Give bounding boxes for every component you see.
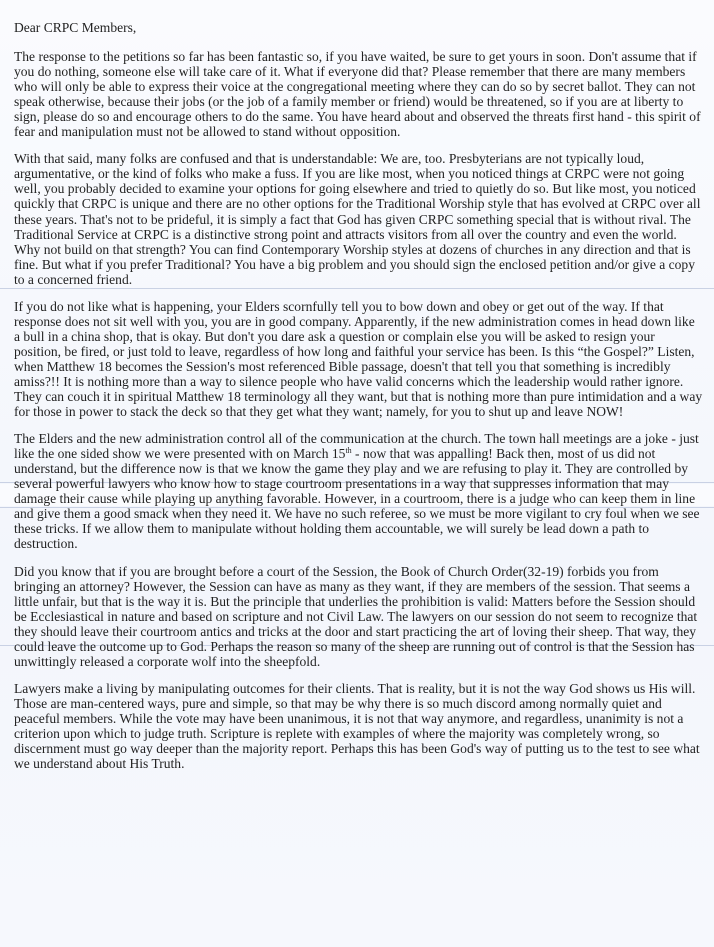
paragraph-elders-response: If you do not like what is happening, your Elders scornfully tell you to bow down and obey or get out of the way. If that response does not sit well with you, you are in good company. Apparently, if the new administration comes in head down like a bull in a china shop, that is okay. But don't you dare ask a question or complain else you will be asked to resign your position, be fired, or just told to leave, regardless of how long and faithful your service has been. Is this “the Gospel?” Listen, when Matthew 18 becomes the Session's most referenced Bible passage, doesn't that tell you that something is incredibly amiss?!! It is nothing more than a way to silence people who have valid concerns which the leadership would rather ignore. They can couch it in spiritual Matthew 18 terminology all they want, but that is nothing more than pure intimidation and a way for those in power to stack the deck so that they get what they want; namely, for you to shut up and leave NOW! [14, 298, 703, 420]
paragraph-lawyers: Lawyers make a living by manipulating outcomes for their clients. That is reality, but it is not the way God shows us His will. Those are man-centered ways, pure and simple, so that may be why there is so much discord among normally quiet and peaceful members. While the vote may have been unanimous, it is not that way anymore, and regardless, unanimity is not a criterion upon which to judge truth. Scripture is replete with examples of where the majority was completely wrong, so discernment must go way deeper than the majority report. Perhaps this has been God's way of putting us to the test to see what we understand about His Truth. [14, 680, 700, 772]
letter-body [14, 20, 704, 783]
paragraph-book-of-church-order: Did you know that if you are brought before a court of the Session, the Book of Church Order(32-19) forbids you from bringing an attorney? However, the Session can have as many as they want, if they are members of the session. That seems a little unfair, but that is the way it is. But the principle that underlies the prohibition is valid: Matters before the Session should be Ecclesiastical in nature and based on scripture and not Civil Law. The lawyers on our session do not seem to recognize that they should leave their courtroom antics and tricks at the door and start practicing the art of loving their sheep. That way, they could leave the outcome up to God. Perhaps the reason so many of the sheep are running out of control is that the Session has unwittingly released a corporate wolf into the sheepfold. [14, 563, 698, 669]
paragraph-traditional-worship: With that said, many folks are confused and that is understandable: We are, too. Presbyterians are not typically loud, argumentative, or the kind of folks who make a fuss. If you are like most, when you noticed things at CRPC were not going well, you probably decided to examine your options for going elsewhere and tried to quietly do so. But like most, you noticed quickly that CRPC is unique and there are no other options for the Traditional Worship style that has evolved at CRPC over all these years. That's not to be prideful, it is simply a fact that God has given CRPC something special that is without rival. The Traditional Service at CRPC is a distinctive strong point and attracts visitors from all over the country and even the world. Why not build on that strength? You can find Contemporary Worship styles at dozens of churches in any direction and that is fine. But what if you prefer Traditional? You have a big problem and you should sign the enclosed petition and/or give a copy to a concerned friend. [14, 151, 701, 287]
paragraph-petitions: The response to the petitions so far has been fantastic so, if you have waited, be sure to get yours in soon. Don't assume that if you do nothing, someone else will take care of it. What if everyone did that? Please remember that there are many members who will only be able to express their voice at the congregational meeting where they can do so by secret ballot. They can not speak otherwise, because their jobs (or the job of a family member or friend) would be threatened, so if you are at liberty to sign, please do so and encourage others to do the same. You have heard about and observed the threats first hand - this spirit of fear and manipulation must not be allowed to stand without opposition. [14, 49, 701, 140]
paragraph-communication-control: The Elders and the new administration control all of the communication at the church. The town hall meetings are a joke - just like the one sided show we were presented with on March 15th - now that was appalling! Back then, most of us did not understand, but the difference now is that we know the game they play and we are refusing to play it. They are controlled by several powerful lawyers who know how to stage courtroom presentations in a way that suppresses information that may damage their cause while playing up anything favorable. However, in a courtroom, there is a judge who can keep them in line and give them a good smack when they need it. We have no such referee, so we must be more vigilant to cry foul when we see these tricks. If we allow them to manipulate without holding them accountable, we will surely be lead down a path to destruction. [14, 431, 700, 552]
salutation: Dear CRPC Members, [14, 20, 137, 35]
